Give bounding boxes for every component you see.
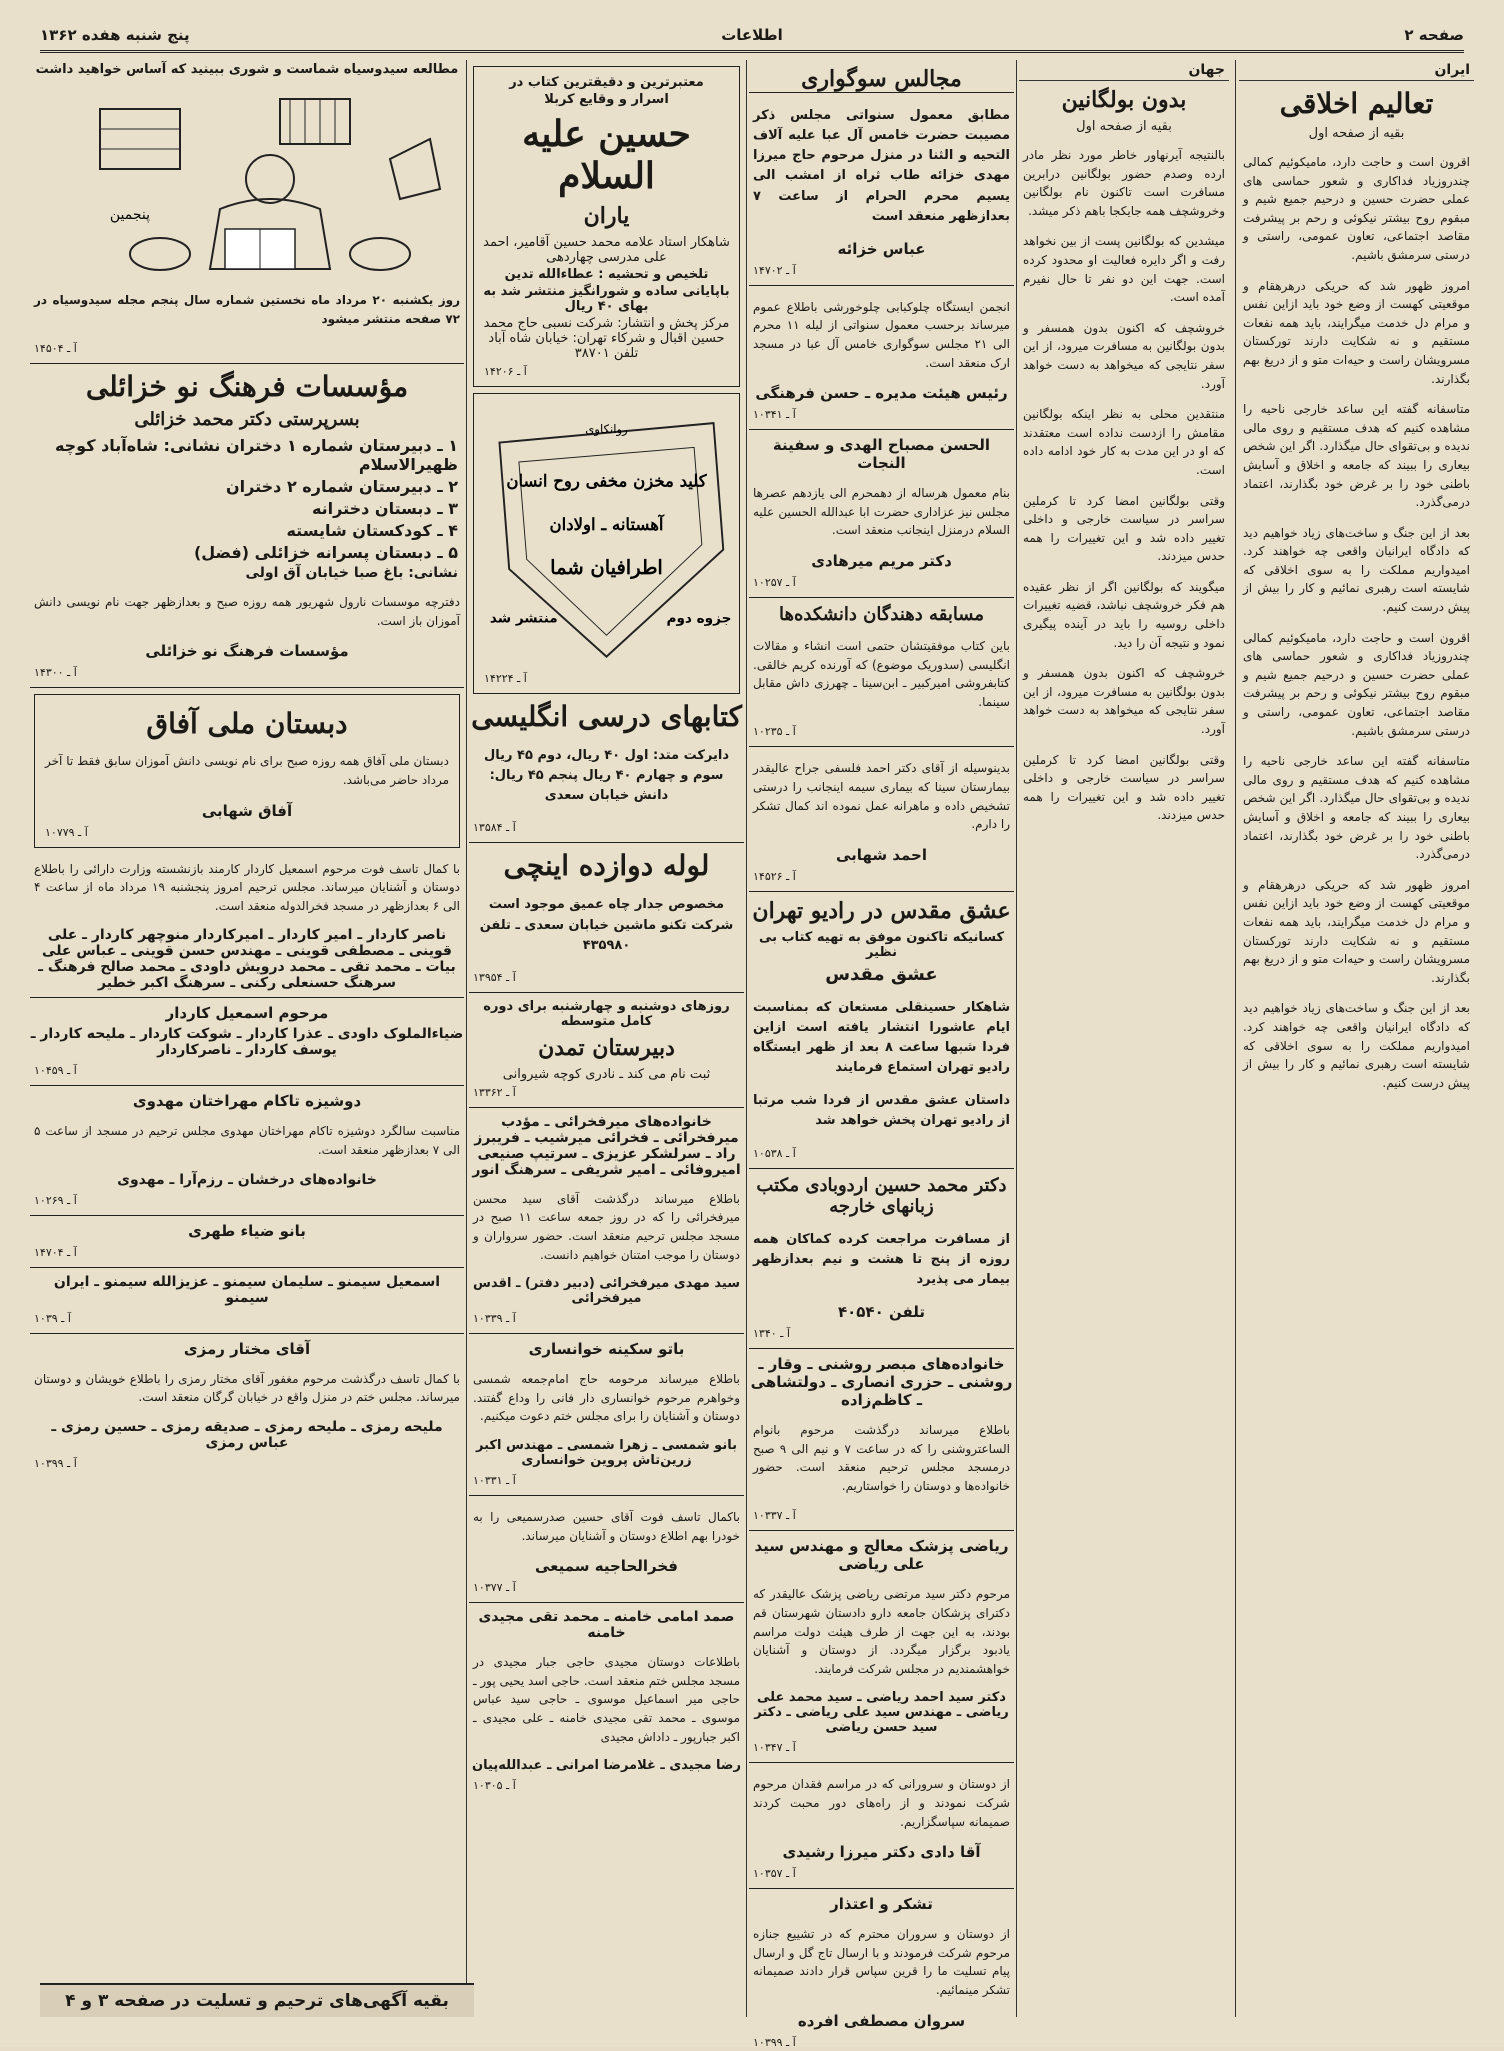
article-paragraph: خروشچف که اکنون بدون همسفر و بدون بولگانین به مسافرت میرود، از این سفر نتایجی که میخواهد به دست خواهد آورد. [1023,320,1225,391]
ad-code: آ ـ ۱۳۳۶۲ [473,1085,516,1099]
divider [749,1762,1014,1763]
article-paragraph: وقتی بولگانین امضا کرد تا کرملین سراسر در سیاست خارجی و داخلی تغییر داده شد و این تغییرات را همه حدس میزدند. [1023,493,1225,564]
ad-text: روز یکشنبه ۲۰ مرداد ماه نخستین شماره سال پنجم مجله سیدوسیاه در ۷۲ صفحه منتشر میشود [34,293,460,326]
divider [469,1602,744,1603]
divider [30,997,464,998]
article-paragraph: بالنتیجه آیرنهاور خاطر مورد نظر مادر ارده وصدم حضور بولگانین درابرین مسافرت است تاکنون نام بولگانین وخروشچف همه جایکجا باهم ذکر میشد. [1023,148,1225,218]
ad-text: انجمن ایستگاه چلوکبابی چلوخورشی باطلاع عموم میرساند برحسب معمول سنواتی از لیله ۱۱ محرم الی ۲۱ مجلس سوگواری خامس آل عبا در مسجد ارک منعقد است. [753,299,1010,370]
obituary-title: ریاضی پزشک معالج و مهندس سید علی ریاضی [754,1537,1009,1574]
ad-title: عشق مقدس در رادیو تهران [752,897,1011,924]
ad-code: آ ـ ۱۳۹۵۴ [473,970,516,984]
book-author: شاهکار استاد علامه محمد حسین آقامیر، احمد علی مدرسی چهاردهی [483,235,730,265]
ad-code: آ ـ ۱۰۳۹۹ [34,1456,77,1470]
section-title: مجالس سوگواری [749,66,1014,93]
article-paragraph: وقتی بولگانین امضا کرد تا کرملین سراسر در سیاست خارجی و داخلی تغییر داده شد و این تغییرات را همه حدس میزدند. [1023,752,1225,823]
obituary-text: باطلاع میرساند مرحومه حاج امام‌جمعه شمسی وخواهرم مرحوم خوانساری دار فانی را وداع گفتند. دوستان و آشنایان را برای مجلس ختم دعوت میکنیم. [473,1372,740,1424]
divider [30,687,464,688]
ad-text: دبستان ملی آفاق همه روزه صبح برای نام نویسی دانش آموزان سابق فقط تا آخر مرداد حاضر می‌باشد. [45,754,449,787]
obituary-text: مرحوم دکتر سید مرتضی ریاضی پزشک عالیقدر که دکترای پزشکان جامعه دارو دادستان شهرستان قم بودند، به این جهت از طرف هیئت دولت مراسم یادبود برگزار میگردد. از دوستان و آشنایان خواهشمندیم در مجلس شرکت فرمایند. [753,1587,1010,1676]
ad-code: آ ـ ۱۰۳۴۱ [753,408,796,422]
list-item: ۴ ـ کودکستان شایسته [286,521,458,541]
column-divider [1235,60,1236,2017]
ad-title: مؤسسات فرهنگ نو خزائلی [85,370,409,404]
novel-part: جزوه دوم [666,610,732,627]
cartoon-label: پنجمین [109,207,150,223]
ad-subtitle: کسانیکه تاکنون موفق به تهیه کتاب بی نظیر [758,929,1005,960]
divider [749,1348,1014,1349]
obituary-names: ضیاءالملوک داودی ـ عذرا کاردار ـ شوکت کاردار ـ ملیحه کاردار ـ یوسف کاردار ـ ناصرکاردار [30,1026,464,1059]
ad-text: دفترچه موسسات نارول شهریور همه روزه صبح و بعدازظهر جهت نام نویسی دانش آموزان باز است. [34,595,460,628]
stamp-illustration [480,400,733,670]
obituary-text: مناسبت سالگرد دوشیزه تاکام مهراختان مهدوی مجلس ترحیم در مسجد از ساعت ۵ الی ۷ بعدازظهر منعقد است. [34,1124,460,1157]
ad-signature: رئیس هیئت مدیره ـ حسن فرهنگی [755,384,1008,403]
ad-code: آ ـ ۱۰۲۵۷ [753,576,796,589]
divider [469,1107,744,1108]
issue-date: پنج شنبه هفده ۱۳۶۲ [40,26,190,44]
ad-title: دبستان ملی آفاق [146,707,348,741]
novel-ad [473,393,740,694]
address: نشانی: باغ صبا خیابان آق اولی [245,565,458,582]
ad-code: آ ـ ۱۰۷۷۹ [45,825,88,839]
list-item: ۵ ـ دبستان پسرانه خزائلی (فضل) [193,543,458,563]
list-item: ۳ ـ دبستان دخترانه [311,499,458,519]
afagh-ad [34,694,460,847]
cartoon-illustration [30,79,464,279]
ad-text: شاهکار حسینقلی مستعان که بمناسبت ایام عاشورا انتشار یافته است ازاین فردا شبها ساعت ۸ بعد از ظهر ایستگاه رادیو تهران استماع فرمایند [753,999,1010,1076]
book-title: حسین علیه السلام [522,113,691,197]
ad-code: آ ـ ۱۰۳۳۷ [753,1509,796,1523]
column-divider [466,60,467,2017]
column-iran [1239,60,1474,2017]
obituary-text: باطلاع میرساند درگذشت آقای سید محسن میرفخرائی را که در روز جمعه ساعت ۱۱ صبح در مسجد مجلس ترحیم منعقد است. حضور سرواران و دوستان را موجب امتنان خواهیم دانست. [473,1191,740,1262]
page-header [40,22,1464,53]
book-price: باپایانی ساده و شورانگیز منتشر شد به بهای ۴۰ ریال [483,284,730,314]
obituary-title: صمد امامی خامنه ـ محمد تقی مجیدی خامنه [478,1609,735,1642]
list-item: ۲ ـ دبیرستان شماره ۲ دختران [226,477,458,497]
article-paragraph: خروشچف که اکنون بدون همسفر و بدون بولگانین به مسافرت میرود، از این سفر نتایجی که میخواهد به دست خواهد آورد. [1023,666,1225,737]
column-mourning [749,60,1014,2049]
ad-subtitle: بسرپرستی دکتر محمد خزائلی [134,409,360,431]
ad-code: آ ـ ۱۴۷۰۲ [753,263,796,277]
article-paragraph: اقرون است و حاجت دارد، مامیکوئیم کمالی چندروزیاد فداکاری و شعور حماسی های عملی حضرت حسین و درحیم جمیع شیم و مبقوم روح بیشتر نیکوئی و رحم بر پیشرفت مقاصد اجتماعی، تعاون عمومی، راستی و درستی سرمشق باشیم. [1243,630,1470,738]
book-name: عشق مقدس [825,963,938,985]
article-title: بدون بولگانین [1061,87,1187,113]
divider [749,746,1014,747]
obituary-text: از دوستان و سرورانی که در مراسم فقدان مرحوم شرکت نمودند و از راه‌های دور محبت کردند صمیمانه سپاسگزاریم. [753,1777,1010,1829]
novel-line: آهستانه ـ اولادان [549,514,664,535]
book-subtitle: یاران [583,203,630,229]
obituary-title: دوشیزه تاکام مهراختان مهدوی [132,1092,362,1111]
ad-heading: اسرار و وقایع کربلا [544,92,669,107]
ad-code: آ ـ ۱۳۴۰ [753,1327,790,1341]
divider [469,992,744,993]
ad-text: مطابق معمول سنواتی مجلس ذکر مصیبت حضرت خامس آل عبا علیه آلاف التحیه و الثنا در منزل مرحوم حاج میرزا مهدی خزائه طاب ثراه از امشب الی یسیم محرم الحرام از ساعت ۷ بعدازظهر منعقد است [753,108,1010,224]
ad-text: داستان عشق مقدس از فردا شب مرتبا از رادیو تهران پخش خواهد شد [753,1093,1010,1129]
obituary-names: سید مهدی میرفخرائی (دبیر دفتر) ـ اقدس میرفخرائی [473,1276,740,1307]
article-paragraph: متاسفانه گفته این ساعد خارجی ناحیه را مشاهده کنیم که هدف مستقیم و روی مالی ندیده و بی‌تقوای حال میگذارد. اگر این شخص بیعاری را ببیند که جامعه و اخلاق و آسایش باطنی خود را بر غرض خود بگذارند، اعتماد درمی‌گذرد. [1243,402,1470,510]
obituary-names: خانواده‌های درخشان ـ رزم‌آرا ـ مهدوی [117,1171,377,1188]
divider [30,363,464,364]
ad-text: مخصوص جدار چاه عمیق موجود است شرکت تکنو ماشین خیابان سعدی ـ تلفن ۴۳۵۹۸۰ [479,897,734,953]
obituary-names: ناصر کاردار ـ امیر کاردار ـ امیرکاردار منوچهر کاردار ـ علی قوینی ـ مصطفی قوینی ـ مهندس حسن قوینی ـ عباس علی بیات ـ محمد تقی ـ محمد درویش داودی ـ محمد صالح فرهنگ ـ سرهنگ حسنعلی رکنی ـ سرهنگ اکبر خطیر [38,927,456,992]
ad-text: باین کتاب موفقیتشان حتمی است انشاء و مقالات انگلیسی (سدوریک موضوع) که آورنده کریم خالقی. کتابفروشی امیرکبیر ـ ابن‌سینا ـ چهرزی داش مقابل سینما. [753,639,1010,709]
obituary-text: باطلاعات دوستان مجیدی حاجی جبار مجیدی در مسجد مجلس ختم منعقد است. حاجی اسد یحیی پور ـ حاجی میر اسماعیل موسوی ـ حاجی سید عباس موسوی ـ محمد تقی مجیدی خامنه ـ علی مجیدی ـ اکبر جبارپور ـ داداش مجیدی [473,1655,740,1744]
ad-code: آ ـ ۱۰۴۵۹ [34,1064,77,1078]
ad-code: آ ـ ۱۴۲۲۴ [484,672,527,685]
section-label: ایران [1239,60,1474,81]
obituary-text: از دوستان و سروران محترم که در تشییع جنازه مرحوم شرکت فرمودند و با ارسال تاج گل و ارسال پیام تسلیت ما را قرین سپاس قرار دادند صمیمانه تشکر مینمائیم. [753,1927,1010,1997]
ad-heading: الحسن مصباح الهدی و سفینة النجات [772,436,991,473]
article-paragraph: بعد از این جنگ و ساخت‌های زیاد خواهیم دید که دادگاه ایرانیان واقعی چه خواهند کرد. امیدواریم مملکت را به سوی اخلاقی که شایسته است رهبری نمائیم و کار را بیش از پیش درست کنیم. [1243,525,1470,615]
divider [749,1888,1014,1889]
ad-code: آ ـ ۱۰۲۶۹ [34,1193,77,1207]
obituary-title: مرحوم اسمعیل کاردار [165,1004,329,1023]
divider [749,1168,1014,1169]
column-divider [1016,60,1017,2017]
article-paragraph: امروز ظهور شد که حریکی درهرهقام و موقعیتی کهست از وضع خود باید ازاین نفس و مرام دل خدمت میگرایند، باید همه نفعات مستقیم و نه شکایت دارند تورکستان مسرویشان راست و حیه‌ات متو و از دریغ بهم بگذارند. [1243,877,1470,985]
novel-sub: روانکاوی [585,421,628,436]
novel-line: اطرافیان شما [550,555,663,579]
novel-published: منتشر شد [489,610,558,627]
ad-text: ثبت نام می کند ـ نادری کوچه شیروانی [502,1066,711,1082]
book-editor: تلخیص و تحشیه : عطاءالله تدین [504,267,709,282]
ad-title: مسابقه دهندگان دانشکده‌ها [778,604,985,625]
ad-code: آ ـ ۱۴۵۲۶ [753,869,796,883]
ad-text: بدینوسیله از آقای دکتر احمد فلسفی جراح عالیقدر بیمارستان سینا که بیماری سیمه اینجانب را درستی تشخیص داده و ماهرانه عمل نموده اند کمال تشکر را دارم. [753,761,1010,832]
article-paragraph: میشدین که بولگانین پست از بین نخواهد رفت و اگر دایره فعالیت او محدود کرده است. جهت این دو نفر تا حال نفیرم آمده است. [1023,234,1225,305]
novel-title: کلید مخزن مخفی روح انسان [506,470,707,491]
ad-code: آ ـ ۱۰۳۵۷ [753,1867,796,1881]
continuation-note: بقیه از صفحه اول [1308,126,1405,141]
ad-heading: روزهای دوشنبه و چهارشنبه برای دوره کامل متوسطه [483,998,730,1029]
ad-code: آ ـ ۱۰۳۳۱ [473,1474,516,1487]
ad-text: بنام معمول هرساله از دهمحرم الی یازدهم عصرها مجلس نیز عزاداری حضرت ابا عبدالله الحسین علیه السلام درمنزل اینجانب منعقد است. [753,486,1010,538]
ad-signature: احمد شهابی [836,845,927,864]
divider [469,1495,744,1496]
article-paragraph: میگویند که بولگانین اگر از نظر عقیده هم فکر خروشچف نباشد، قضیه تغییرات داخلی روسیه را باید در آینده پیگیری نمود و نتیجه آن را دید. [1023,579,1225,650]
ad-code: آ ـ ۱۰۳۳۹ [473,1312,516,1326]
obituary-title: آقای مختار رمزی [183,1339,311,1358]
ad-code: آ ـ ۱۳۵۸۴ [473,821,516,835]
ad-title: لوله دوازده اینچی [503,849,710,883]
obituary-title: بانو ضیاء طهری [188,1221,306,1240]
ad-phone: تلفن ۴۰۵۴۰ [837,1303,926,1322]
divider [749,1530,1014,1531]
divider [30,1215,464,1216]
column-world [1019,60,1229,2017]
book-distributor: مرکز پخش و انتشار: شرکت نسبی حاج محمد حسین اقبال و شرکاء تهران: خیابان شاه آباد تلفن ۳۸۷۰۱ [483,316,730,361]
divider [749,429,1014,430]
divider [30,1267,464,1268]
divider [30,1085,464,1086]
obituary-title: باتو سکینه خوانساری [528,1340,685,1359]
column-book-ads [469,60,744,2017]
column-left [30,60,464,2017]
obituary-text: باکمال تاسف فوت آقای حسین صدرسمیعی را به خودرا بهم اطلاع دوستان و آشنایان میرساند. [473,1510,740,1543]
ad-title: کتابهای درسی انگلیسی [471,700,742,733]
ad-signature: دکتر مریم میرهادی [811,552,952,570]
obituary-names: رضا مجیدی ـ غلامرضا امرانی ـ عبدالله‌پیان [472,1758,741,1774]
section-label: جهان [1019,60,1229,81]
obituary-names: آقا دادی دکتر میرزا رشیدی [782,1843,981,1862]
book-ad [473,66,740,387]
obituary-names: دکتر سید احمد ریاضی ـ سید محمد علی ریاضی ـ مهندس سید علی ریاضی ـ دکتر سید حسن ریاضی [754,1690,1009,1736]
paper-name: اطلاعات [721,26,783,44]
obituary-names: سروان مصطفی افرده [797,2011,966,2030]
ad-signature: عباس خزائه [837,239,926,258]
ad-heading: معتبرترین و دقیقترین کتاب در [509,75,704,90]
article-paragraph: منتقدین محلی به نظر اینکه بولگانین مقامش را ازدست نداده است معتقدند که او در این مدت به کار خود ادامه داده است. [1023,407,1225,477]
ad-code: آ ـ ۱۰۳۹۹ [753,2035,796,2049]
obituary-names: ملیحه رمزی ـ ملیحه رمزی ـ صدیقه رمزی ـ حسین رمزی ـ عباس رمزی [51,1418,443,1451]
ad-code: آ ـ ۱۴۲۰۶ [484,365,527,378]
article-paragraph: بعد از این جنگ و ساخت‌های زیاد خواهیم دید که دادگاه ایرانیان واقعی چه خواهند کرد. امیدواریم مملکت را به سوی اخلاقی که شایسته است رهبری نمائیم و کار را بیش از پیش درست کنیم. [1243,1001,1470,1090]
obituary-names: فخرالحاجیه سمیعی [534,1557,678,1576]
list-item: ۱ ـ دبیرستان شماره ۱ دختران نشانی: شاه‌آباد کوچه ظهیرالاسلام [54,436,458,475]
obituary-title: خانواده‌های مبصر روشنی ـ وقار ـ روشنی ـ حزری انصاری ـ دولتشاهی ـ کاظم‌زاده [750,1355,1013,1410]
ad-code: آ ـ ۱۰۳۴۷ [753,1741,796,1755]
page-number: صفحه ۲ [1404,26,1464,44]
article-paragraph: متاسفانه گفته این ساعد خارجی ناحیه را مشاهده کنیم که هدف مستقیم و روی مالی ندیده و بی‌تقوای حال میگذارد. اگر این شخص بیعاری را ببیند که جامعه و اخلاق و آسایش باطنی خود را بر غرض خود بگذارند، اعتماد درمی‌گذرد. [1243,754,1470,862]
divider [749,285,1014,286]
ad-code: آ ـ ۱۰۳۷۷ [473,1581,516,1595]
ad-code: آ ـ ۱۰۵۳۸ [753,1146,796,1160]
divider [30,1333,464,1334]
column-divider [746,60,747,2017]
footer-note: بقیه آگهی‌های ترحیم و تسلیت در صفحه ۳ و ۴ [40,1983,474,2017]
ad-signature: آفاق شهابی [201,801,293,820]
article-title: تعالیم اخلاقی [1279,87,1434,120]
obituary-title: خانواده‌های میرفخرائی ـ مؤدب میرفخرائی ـ فخرائی میرشیب ـ فریبرز راد ـ سرلشکر عزیزی ـ سرتیپ صنیعی امیروفائی ـ امیر شریفی ـ سرهنگ انور [472,1113,741,1178]
obituary-text: باطلاع میرساند درگذشت مرحوم بانوام الساعتروشنی را که در ساعت ۷ و نیم الی ۹ صبح درمسجد مجلس ترحیم منعقد است. حضور خانواده‌ها و دوستان را خواستاریم. [753,1423,1011,1493]
ad-text: دایرکت متد: اول ۴۰ ریال، دوم ۴۵ ریال سوم و چهارم ۴۰ ریال پنجم ۴۵ ریال: دانش خیابان سعدی [483,748,729,804]
ad-code: آ ـ ۱۴۵۰۴ [34,342,77,356]
ad-title: دکتر محمد حسین اردوبادی مکتب زبانهای خارجه [756,1174,1007,1217]
article-paragraph: اقرون است و حاجت دارد، مامیکوئیم کمالی چندروزیاد فداکاری و شعور حماسی های عملی حضرت حسین و درحیم جمیع شیم و مبقوم روح بیشتر نیکوئی و رحم بر پیشرفت مقاصد اجتماعی، تعاون عمومی، راستی و درستی سرمشق باشیم. [1243,155,1470,262]
ad-text: از مسافرت مراجعت کرده کماکان همه روزه از پنج تا هشت و نیم بعدازظهر بیمار می پذیرد [753,1231,1010,1287]
divider [469,1333,744,1334]
obituary-names: بانو شمسی ـ زهرا شمسی ـ مهندس اکبر زرین‌تاش پروین خوانساری [476,1438,737,1468]
article-paragraph: امروز ظهور شد که حریکی درهرهقام و موقعیتی کهست از وضع خود باید ازاین نفس و مرام دل خدمت میگرایند، باید همه نفعات مستقیم و نه شکایت دارند تورکستان مسرویشان راست و حیه‌ات متو و از دریغ بهم بگذارند. [1243,278,1470,386]
obituary-names: اسمعیل سیمنو ـ سلیمان سیمنو ـ عزیزالله سیمنو ـ ایران سیمنو [53,1273,441,1306]
obituary-text: با کمال تاسف فوت مرحوم اسمعیل کاردار کارمند بازنشسته وزارت دارائی را باطلاع دوستان و آشنایان میرساند. مجلس ترحیم امروز پنجشنبه ۱۹ مرداد ماه از ساعت ۴ الی ۶ بعدازظهر در مسجد فخرالدوله منعقد است. [34,861,460,913]
obituary-text: با کمال تاسف درگذشت مرحوم مغفور آقای مختار رمزی را باطلاع خویشان و دوستان میرساند. مجلس ختم در منزل واقع در خیابان گرگان منعقد است. [34,1371,460,1405]
cartoon-caption: مطالعه سیدوسیاه شماست و شوری ببینید که آساس خواهید داشت [35,62,459,77]
divider [469,842,744,843]
continuation-note: بقیه از صفحه اول [1076,119,1172,134]
divider [749,597,1014,598]
ad-code: آ ـ ۱۰۳۹ [34,1311,71,1325]
ad-code: آ ـ ۱۴۷۰۴ [34,1245,77,1259]
ad-code: آ ـ ۱۰۳۰۵ [473,1779,516,1793]
divider [749,891,1014,892]
ad-title: دبیرستان تمدن [538,1034,675,1061]
ad-code: آ ـ ۱۴۳۰۰ [34,666,77,680]
ad-code: آ ـ ۱۰۲۳۵ [753,725,796,739]
obituary-title: تشکر و اعتذار [830,1895,933,1914]
ad-signature: مؤسسات فرهنگ نو خزائلی [145,642,349,661]
